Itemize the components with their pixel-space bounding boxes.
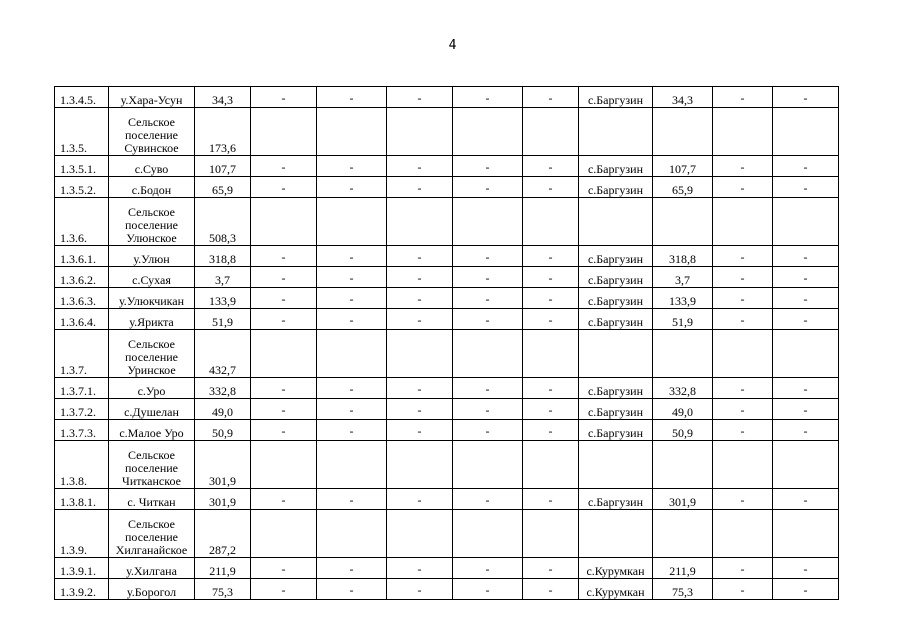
cell-dash: - bbox=[523, 399, 579, 420]
cell-dash: - bbox=[523, 267, 579, 288]
cell-area: 301,9 bbox=[195, 441, 251, 489]
cell-area-2: 318,8 bbox=[653, 246, 713, 267]
cell-dash: - bbox=[387, 288, 453, 309]
cell-dash bbox=[317, 330, 387, 378]
cell-dash: - bbox=[387, 579, 453, 600]
cell-dash: - bbox=[453, 288, 523, 309]
table-row-group bbox=[55, 108, 839, 156]
cell-area-2: 49,0 bbox=[653, 399, 713, 420]
cell-area-2: 211,9 bbox=[653, 558, 713, 579]
cell-dash: - bbox=[317, 177, 387, 198]
cell-dash bbox=[387, 198, 453, 246]
cell-name: у.Борогол bbox=[109, 579, 195, 600]
cell-dash: - bbox=[523, 246, 579, 267]
cell-name: с.Сухая bbox=[109, 267, 195, 288]
table-row-group bbox=[55, 510, 839, 558]
cell-dash: - bbox=[523, 420, 579, 441]
cell-dash: - bbox=[453, 378, 523, 399]
cell-area-2: 51,9 bbox=[653, 309, 713, 330]
cell-dash: - bbox=[251, 378, 317, 399]
cell-dash: - bbox=[251, 288, 317, 309]
cell-dash bbox=[317, 198, 387, 246]
cell-dash: - bbox=[317, 267, 387, 288]
cell-dash: - bbox=[387, 558, 453, 579]
cell-dash: - bbox=[317, 579, 387, 600]
cell-code: 1.3.7.2. bbox=[55, 399, 109, 420]
cell-dash: - bbox=[773, 177, 839, 198]
table-row-group bbox=[55, 441, 839, 489]
cell-area-2: 107,7 bbox=[653, 156, 713, 177]
cell-name: Сельское поселение Читканское bbox=[109, 441, 195, 489]
cell-dash bbox=[453, 198, 523, 246]
cell-dash: - bbox=[387, 267, 453, 288]
cell-dash: - bbox=[251, 558, 317, 579]
cell-dash: - bbox=[773, 87, 839, 108]
page-number: 4 bbox=[448, 38, 457, 53]
cell-center bbox=[579, 441, 653, 489]
cell-dash: - bbox=[523, 489, 579, 510]
cell-dash: - bbox=[251, 87, 317, 108]
cell-code: 1.3.6. bbox=[55, 198, 109, 246]
cell-code: 1.3.7.3. bbox=[55, 420, 109, 441]
cell-dash bbox=[251, 198, 317, 246]
cell-dash: - bbox=[251, 246, 317, 267]
cell-dash: - bbox=[317, 309, 387, 330]
cell-dash bbox=[387, 108, 453, 156]
cell-dash bbox=[251, 441, 317, 489]
cell-dash bbox=[713, 441, 773, 489]
cell-center bbox=[579, 108, 653, 156]
cell-dash: - bbox=[453, 87, 523, 108]
cell-dash: - bbox=[773, 399, 839, 420]
cell-dash bbox=[317, 510, 387, 558]
cell-name: у.Хилгана bbox=[109, 558, 195, 579]
cell-dash bbox=[773, 441, 839, 489]
cell-dash: - bbox=[453, 309, 523, 330]
table-row bbox=[55, 288, 839, 309]
cell-dash: - bbox=[251, 399, 317, 420]
cell-dash: - bbox=[251, 309, 317, 330]
cell-dash bbox=[523, 198, 579, 246]
cell-name: у.Яриктa bbox=[109, 309, 195, 330]
cell-dash: - bbox=[317, 420, 387, 441]
cell-dash: - bbox=[523, 177, 579, 198]
cell-dash: - bbox=[773, 246, 839, 267]
cell-area-2: 75,3 bbox=[653, 579, 713, 600]
cell-center: с.Курумкан bbox=[579, 579, 653, 600]
cell-code: 1.3.8.1. bbox=[55, 489, 109, 510]
cell-dash: - bbox=[453, 399, 523, 420]
cell-code: 1.3.6.1. bbox=[55, 246, 109, 267]
cell-dash: - bbox=[251, 420, 317, 441]
cell-dash: - bbox=[713, 288, 773, 309]
cell-dash: - bbox=[453, 156, 523, 177]
cell-area: 211,9 bbox=[195, 558, 251, 579]
cell-area-2: 301,9 bbox=[653, 489, 713, 510]
cell-dash: - bbox=[317, 246, 387, 267]
cell-dash bbox=[523, 441, 579, 489]
cell-dash: - bbox=[251, 267, 317, 288]
cell-center: с.Баргузин bbox=[579, 246, 653, 267]
cell-dash: - bbox=[387, 87, 453, 108]
cell-area: 65,9 bbox=[195, 177, 251, 198]
cell-area-2: 34,3 bbox=[653, 87, 713, 108]
cell-dash: - bbox=[387, 399, 453, 420]
cell-dash: - bbox=[317, 399, 387, 420]
table-row bbox=[55, 558, 839, 579]
cell-name: с. Читкан bbox=[109, 489, 195, 510]
cell-dash: - bbox=[773, 288, 839, 309]
table-row bbox=[55, 156, 839, 177]
cell-area: 107,7 bbox=[195, 156, 251, 177]
cell-dash: - bbox=[251, 156, 317, 177]
cell-dash bbox=[453, 510, 523, 558]
cell-center: с.Баргузин bbox=[579, 156, 653, 177]
cell-dash: - bbox=[523, 378, 579, 399]
cell-area: 301,9 bbox=[195, 489, 251, 510]
cell-code: 1.3.5.2. bbox=[55, 177, 109, 198]
cell-dash: - bbox=[453, 420, 523, 441]
table-row bbox=[55, 489, 839, 510]
cell-dash: - bbox=[713, 420, 773, 441]
cell-area: 75,3 bbox=[195, 579, 251, 600]
cell-code: 1.3.5. bbox=[55, 108, 109, 156]
cell-dash: - bbox=[713, 156, 773, 177]
table-row bbox=[55, 246, 839, 267]
table-row bbox=[55, 378, 839, 399]
cell-dash: - bbox=[523, 558, 579, 579]
cell-dash bbox=[523, 510, 579, 558]
cell-dash bbox=[251, 108, 317, 156]
cell-dash bbox=[453, 330, 523, 378]
cell-dash bbox=[523, 330, 579, 378]
cell-dash bbox=[713, 510, 773, 558]
cell-area: 173,6 bbox=[195, 108, 251, 156]
cell-dash bbox=[317, 441, 387, 489]
cell-name: с.Суво bbox=[109, 156, 195, 177]
cell-area: 508,3 bbox=[195, 198, 251, 246]
cell-dash bbox=[713, 330, 773, 378]
cell-area: 50,9 bbox=[195, 420, 251, 441]
cell-name: у.Улюн bbox=[109, 246, 195, 267]
table-row bbox=[55, 399, 839, 420]
cell-dash bbox=[523, 108, 579, 156]
cell-code: 1.3.8. bbox=[55, 441, 109, 489]
cell-dash bbox=[453, 441, 523, 489]
cell-dash bbox=[251, 510, 317, 558]
cell-area-2: 3,7 bbox=[653, 267, 713, 288]
cell-dash: - bbox=[387, 420, 453, 441]
cell-name: с.Уро bbox=[109, 378, 195, 399]
cell-dash: - bbox=[453, 177, 523, 198]
cell-area: 51,9 bbox=[195, 309, 251, 330]
cell-dash bbox=[317, 108, 387, 156]
cell-center: с.Баргузин bbox=[579, 87, 653, 108]
cell-area: 318,8 bbox=[195, 246, 251, 267]
cell-code: 1.3.7. bbox=[55, 330, 109, 378]
cell-dash: - bbox=[773, 156, 839, 177]
cell-dash: - bbox=[251, 177, 317, 198]
cell-dash: - bbox=[713, 87, 773, 108]
cell-dash: - bbox=[251, 579, 317, 600]
cell-dash bbox=[251, 330, 317, 378]
cell-dash: - bbox=[523, 87, 579, 108]
cell-area-2 bbox=[653, 441, 713, 489]
cell-area-2 bbox=[653, 330, 713, 378]
cell-dash bbox=[453, 108, 523, 156]
cell-code: 1.3.9.2. bbox=[55, 579, 109, 600]
cell-dash: - bbox=[387, 246, 453, 267]
cell-dash bbox=[387, 510, 453, 558]
cell-name: Сельское поселение Хилганайское bbox=[109, 510, 195, 558]
cell-dash: - bbox=[523, 288, 579, 309]
cell-dash bbox=[713, 108, 773, 156]
cell-dash: - bbox=[773, 420, 839, 441]
cell-dash: - bbox=[523, 156, 579, 177]
cell-center: с.Баргузин bbox=[579, 177, 653, 198]
cell-dash: - bbox=[387, 177, 453, 198]
cell-area-2: 332,8 bbox=[653, 378, 713, 399]
cell-area: 133,9 bbox=[195, 288, 251, 309]
cell-dash: - bbox=[317, 156, 387, 177]
cell-dash: - bbox=[713, 558, 773, 579]
cell-center: с.Баргузин bbox=[579, 489, 653, 510]
cell-dash: - bbox=[713, 489, 773, 510]
cell-area: 432,7 bbox=[195, 330, 251, 378]
cell-area-2 bbox=[653, 510, 713, 558]
table-row-group bbox=[55, 198, 839, 246]
cell-dash: - bbox=[773, 558, 839, 579]
cell-dash: - bbox=[387, 378, 453, 399]
cell-dash: - bbox=[713, 378, 773, 399]
cell-area-2: 50,9 bbox=[653, 420, 713, 441]
cell-area-2: 133,9 bbox=[653, 288, 713, 309]
cell-code: 1.3.4.5. bbox=[55, 87, 109, 108]
cell-center: с.Баргузин bbox=[579, 378, 653, 399]
cell-dash: - bbox=[713, 399, 773, 420]
cell-dash: - bbox=[453, 579, 523, 600]
cell-center: с.Баргузин bbox=[579, 309, 653, 330]
cell-code: 1.3.9. bbox=[55, 510, 109, 558]
cell-center bbox=[579, 510, 653, 558]
cell-dash: - bbox=[453, 558, 523, 579]
cell-dash bbox=[387, 441, 453, 489]
cell-dash bbox=[713, 198, 773, 246]
cell-center bbox=[579, 330, 653, 378]
cell-area: 332,8 bbox=[195, 378, 251, 399]
table-row bbox=[55, 420, 839, 441]
cell-name: с.Бодон bbox=[109, 177, 195, 198]
cell-dash: - bbox=[317, 489, 387, 510]
cell-center: с.Баргузин bbox=[579, 267, 653, 288]
cell-dash: - bbox=[453, 489, 523, 510]
cell-dash: - bbox=[773, 309, 839, 330]
cell-code: 1.3.6.2. bbox=[55, 267, 109, 288]
cell-dash: - bbox=[317, 87, 387, 108]
cell-code: 1.3.5.1. bbox=[55, 156, 109, 177]
cell-area-2 bbox=[653, 198, 713, 246]
cell-code: 1.3.9.1. bbox=[55, 558, 109, 579]
cell-dash: - bbox=[251, 489, 317, 510]
cell-dash bbox=[773, 330, 839, 378]
table-row bbox=[55, 309, 839, 330]
cell-dash bbox=[387, 330, 453, 378]
cell-code: 1.3.7.1. bbox=[55, 378, 109, 399]
cell-dash: - bbox=[713, 177, 773, 198]
table-row bbox=[55, 177, 839, 198]
cell-dash: - bbox=[713, 267, 773, 288]
cell-area: 3,7 bbox=[195, 267, 251, 288]
cell-area: 287,2 bbox=[195, 510, 251, 558]
cell-code: 1.3.6.3. bbox=[55, 288, 109, 309]
cell-area-2: 65,9 bbox=[653, 177, 713, 198]
cell-area: 49,0 bbox=[195, 399, 251, 420]
cell-dash bbox=[773, 198, 839, 246]
table-row bbox=[55, 87, 839, 108]
cell-area-2 bbox=[653, 108, 713, 156]
cell-center: с.Баргузин bbox=[579, 420, 653, 441]
cell-center bbox=[579, 198, 653, 246]
cell-dash: - bbox=[387, 489, 453, 510]
cell-name: Сельское поселение Сувинское bbox=[109, 108, 195, 156]
cell-dash: - bbox=[713, 309, 773, 330]
cell-dash bbox=[773, 108, 839, 156]
cell-dash: - bbox=[453, 246, 523, 267]
cell-name: у.Улюкчикан bbox=[109, 288, 195, 309]
cell-dash: - bbox=[317, 558, 387, 579]
table-row bbox=[55, 579, 839, 600]
cell-name: у.Хара-Усун bbox=[109, 87, 195, 108]
cell-dash: - bbox=[523, 309, 579, 330]
cell-dash: - bbox=[713, 246, 773, 267]
cell-dash: - bbox=[773, 378, 839, 399]
cell-dash: - bbox=[387, 156, 453, 177]
cell-dash: - bbox=[453, 267, 523, 288]
cell-name: с.Душелан bbox=[109, 399, 195, 420]
cell-dash bbox=[773, 510, 839, 558]
cell-dash: - bbox=[773, 489, 839, 510]
table-row bbox=[55, 267, 839, 288]
cell-dash: - bbox=[387, 309, 453, 330]
cell-code: 1.3.6.4. bbox=[55, 309, 109, 330]
cell-center: с.Баргузин bbox=[579, 399, 653, 420]
cell-name: Сельское поселение Улюнское bbox=[109, 198, 195, 246]
table-row-group bbox=[55, 330, 839, 378]
cell-area: 34,3 bbox=[195, 87, 251, 108]
table-body bbox=[55, 87, 839, 600]
cell-center: с.Баргузин bbox=[579, 288, 653, 309]
cell-dash: - bbox=[773, 267, 839, 288]
cell-dash: - bbox=[317, 288, 387, 309]
cell-dash: - bbox=[523, 579, 579, 600]
settlement-table bbox=[54, 86, 839, 600]
cell-center: с.Курумкан bbox=[579, 558, 653, 579]
cell-name: с.Малое Уро bbox=[109, 420, 195, 441]
cell-dash: - bbox=[773, 579, 839, 600]
cell-name: Сельское поселение Уринское bbox=[109, 330, 195, 378]
cell-dash: - bbox=[713, 579, 773, 600]
cell-dash: - bbox=[317, 378, 387, 399]
